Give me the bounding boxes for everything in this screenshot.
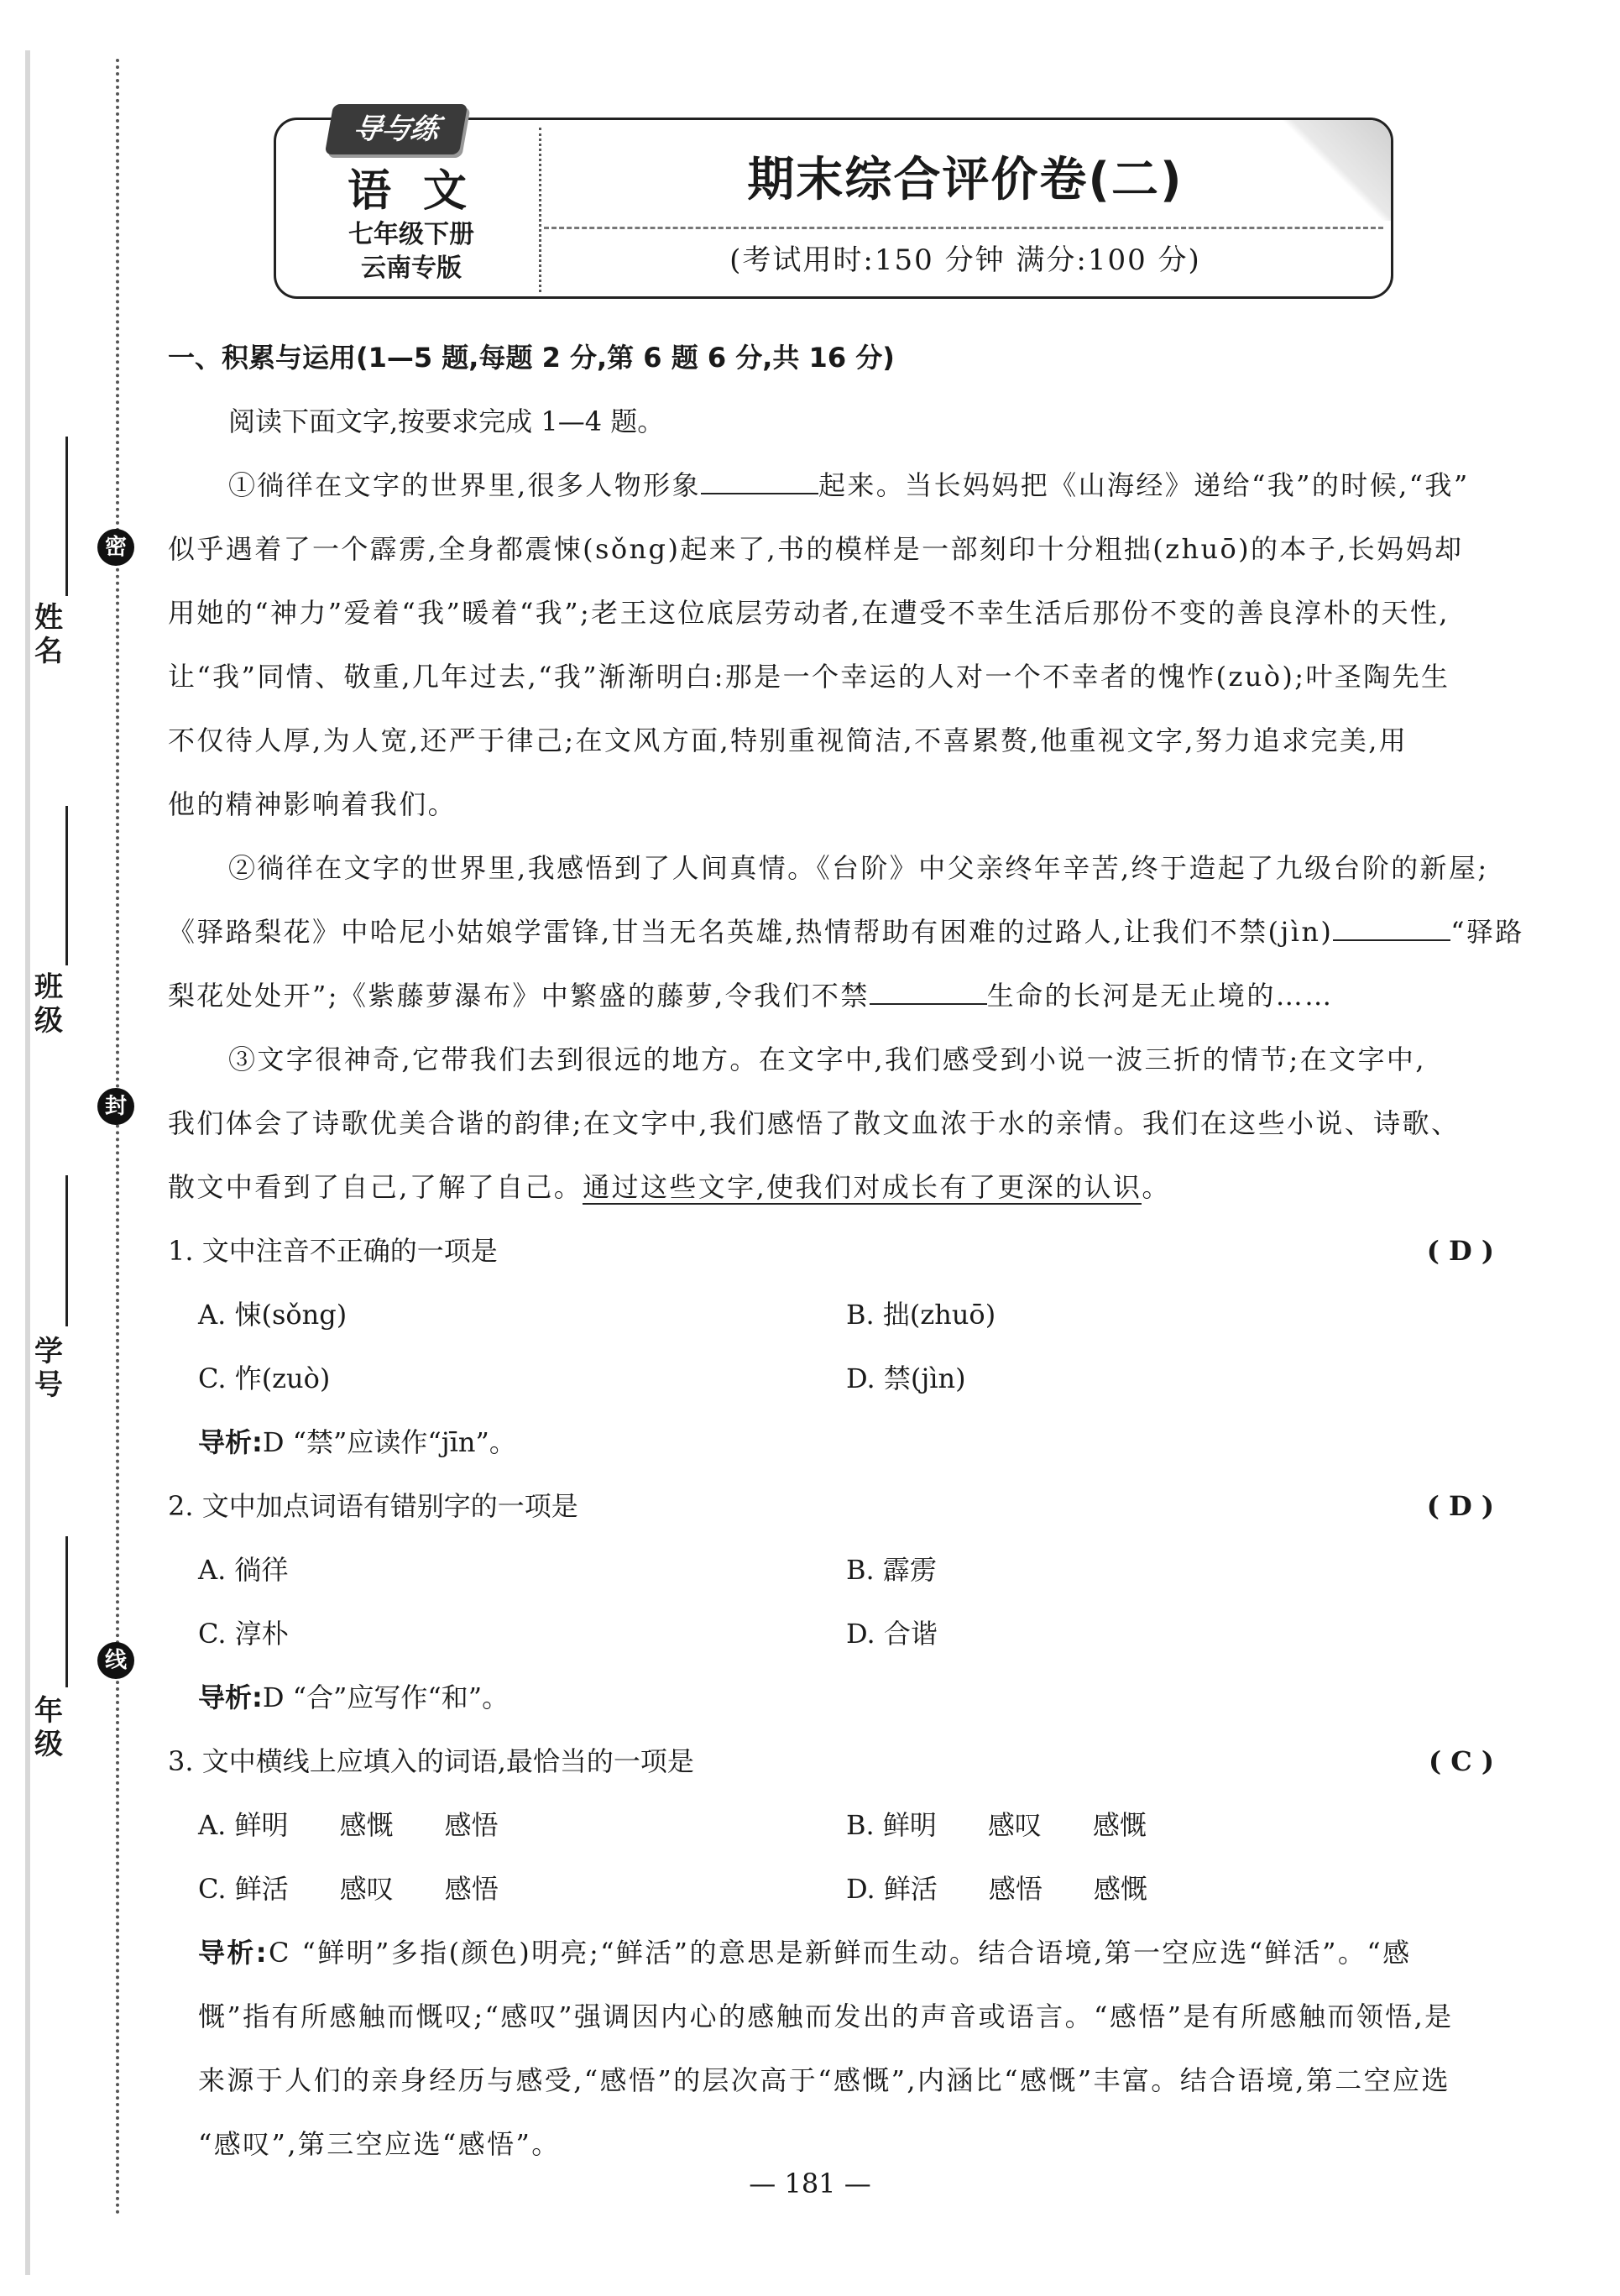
- analysis-line: 慨”指有所感触而慨叹;“感叹”强调因内心的感触而发出的声音或语言。“感悟”是有所感触而领悟,是: [198, 2001, 1454, 2032]
- answer-box: ( D ): [1426, 1490, 1494, 1522]
- options-row: [168, 1857, 1494, 1921]
- analysis-line: “感叹”,第三空应选“感悟”。: [198, 2128, 561, 2160]
- passage-intro: 阅读下面文字,按要求完成 1—4 题。: [228, 405, 665, 437]
- publisher-logo: 导与练: [325, 104, 468, 154]
- answer-box: ( C ): [1428, 1745, 1494, 1777]
- option-c[interactable]: C. 淳朴: [198, 1618, 289, 1650]
- page-edge: [25, 50, 30, 2275]
- option-b[interactable]: B. 霹雳: [846, 1554, 937, 1586]
- question-stem: 3. 文中横线上应填入的词语,最恰当的一项是: [168, 1745, 694, 1777]
- analysis-line: 来源于人们的亲身经历与感受,“感悟”的层次高于“感慨”,内涵比“感慨”丰富。结合语境,第二空应选: [198, 2064, 1450, 2096]
- options-row: [168, 1538, 1494, 1602]
- exam-content: [168, 326, 1524, 2176]
- option-b[interactable]: B. 拙(zhuō): [846, 1299, 996, 1331]
- option-a[interactable]: A. 徜徉: [198, 1554, 289, 1586]
- options-row: [168, 1347, 1494, 1410]
- subject-block: [302, 165, 520, 285]
- exam-info: (考试用时:150 分钟 满分:100 分): [729, 243, 1201, 277]
- passage-line: 梨花处处开”;《紫藤萝瀑布》中繁盛的藤萝,令我们不禁 生命的长河是无止境的……: [168, 964, 1494, 1028]
- analysis-label: 导析:: [198, 1681, 263, 1713]
- question-3: [168, 1729, 1494, 1793]
- option-c[interactable]: C. 怍(zuò): [198, 1362, 331, 1394]
- option-d[interactable]: D. 禁(jìn): [846, 1362, 966, 1394]
- passage-line: ②徜徉在文字的世界里,我感悟到了人间真情。《台阶》中父亲终年辛苦,终于造起了九级台阶的新屋;: [228, 852, 1489, 884]
- seal-xian: 线: [97, 1642, 134, 1679]
- passage-line: 《驿路梨花》中哈尼小姑娘学雷锋,甘当无名英雄,热情帮助有困难的过路人,让我们不禁(jìn) “驿路: [168, 900, 1494, 964]
- grade-line[interactable]: [65, 1536, 68, 1687]
- question-stem: 1. 文中注音不正确的一项是: [168, 1235, 498, 1267]
- field-class-label: 班 级: [34, 970, 63, 1038]
- answer-box: ( D ): [1426, 1235, 1494, 1267]
- class-line[interactable]: [65, 806, 68, 965]
- exam-title: 期末综合评价卷(二): [747, 153, 1184, 207]
- options-row: [168, 1793, 1494, 1857]
- binding-dotted-line: [116, 59, 119, 2216]
- passage-line: 散文中看到了自己,了解了自己。通过这些文字,使我们对成长有了更深的认识。: [168, 1171, 1171, 1203]
- question-stem: 2. 文中加点词语有错别字的一项是: [168, 1490, 578, 1522]
- analysis: 导析:C “鲜明”多指(颜色)明亮;“鲜活”的意思是新鲜而生动。结合语境,第一空应选“鲜活”。“感: [198, 1937, 1412, 1969]
- option-d[interactable]: D. 鲜活 感悟 感慨: [846, 1873, 1147, 1905]
- section-heading: 一、积累与运用(1—5 题,每题 2 分,第 6 题 6 分,共 16 分): [168, 342, 895, 374]
- analysis-label: 导析:: [198, 1937, 269, 1969]
- analysis: 导析:D “禁”应读作“jīn”。: [198, 1426, 516, 1458]
- passage-line: 似乎遇着了一个霹雳,全身都震悚(sǒng)起来了,书的模样是一部刻印十分粗拙(zhuō)的本子,长妈妈却: [168, 533, 1464, 565]
- passage-line: 不仅待人厚,为人宽,还严于律己;在文风方面,特别重视简洁,不喜累赘,他重视文字,努力追求完美,用: [168, 724, 1408, 756]
- fill-blank-3[interactable]: [870, 976, 987, 1005]
- subject-name: 语 文: [347, 166, 476, 217]
- name-line[interactable]: [65, 437, 68, 596]
- analysis-label: 导析:: [198, 1426, 263, 1458]
- options-row: [168, 1283, 1494, 1347]
- question-2: [168, 1474, 1494, 1538]
- student-id-line[interactable]: [65, 1175, 68, 1326]
- fill-blank-2[interactable]: [1333, 913, 1450, 941]
- passage-line: 让“我”同情、敬重,几年过去,“我”渐渐明白:那是一个幸运的人对一个不幸者的愧怍(zuò);叶圣陶先生: [168, 661, 1450, 693]
- field-id-label: 学 号: [34, 1335, 63, 1402]
- passage-line: 我们体会了诗歌优美合谐的韵律;在文字中,我们感悟了散文血浓于水的亲情。我们在这些小说、诗歌、: [168, 1107, 1461, 1139]
- passage-line: ①徜徉在文字的世界里,很多人物形象 起来。当长妈妈把《山海经》递给“我”的时候,“我”: [168, 453, 1494, 517]
- grade-level: 七年级下册: [348, 220, 474, 249]
- passage-line: 他的精神影响着我们。: [168, 788, 457, 820]
- page-number: — 181 —: [749, 2168, 871, 2199]
- underlined-sentence: 通过这些文字,使我们对成长有了更深的认识: [583, 1171, 1142, 1203]
- seal-mi: 密: [97, 529, 134, 566]
- option-b[interactable]: B. 鲜明 感叹 感慨: [846, 1809, 1147, 1841]
- question-1: [168, 1219, 1494, 1283]
- option-a[interactable]: A. 悚(sǒng): [198, 1299, 348, 1331]
- analysis: 导析:D “合”应写作“和”。: [198, 1681, 510, 1713]
- edition-label: 云南专版: [361, 254, 462, 283]
- option-a[interactable]: A. 鲜明 感慨 感悟: [198, 1809, 499, 1841]
- field-name-label: 姓 名: [34, 601, 63, 668]
- field-grade-label: 年 级: [34, 1694, 63, 1761]
- header-dashed-rule: [544, 227, 1383, 229]
- option-d[interactable]: D. 合谐: [846, 1618, 938, 1650]
- seal-feng: 封: [97, 1088, 134, 1125]
- fill-blank-1[interactable]: [701, 466, 818, 494]
- option-c[interactable]: C. 鲜活 感叹 感悟: [198, 1873, 499, 1905]
- passage-line: ③文字很神奇,它带我们去到很远的地方。在文字中,我们感受到小说一波三折的情节;在文字中,: [228, 1043, 1426, 1075]
- options-row: [168, 1602, 1494, 1666]
- passage-line: 用她的“神力”爱着“我”暖着“我”;老王这位底层劳动者,在遭受不幸生活后那份不变的善良淳朴的天性,: [168, 597, 1450, 629]
- header-divider: [539, 128, 541, 292]
